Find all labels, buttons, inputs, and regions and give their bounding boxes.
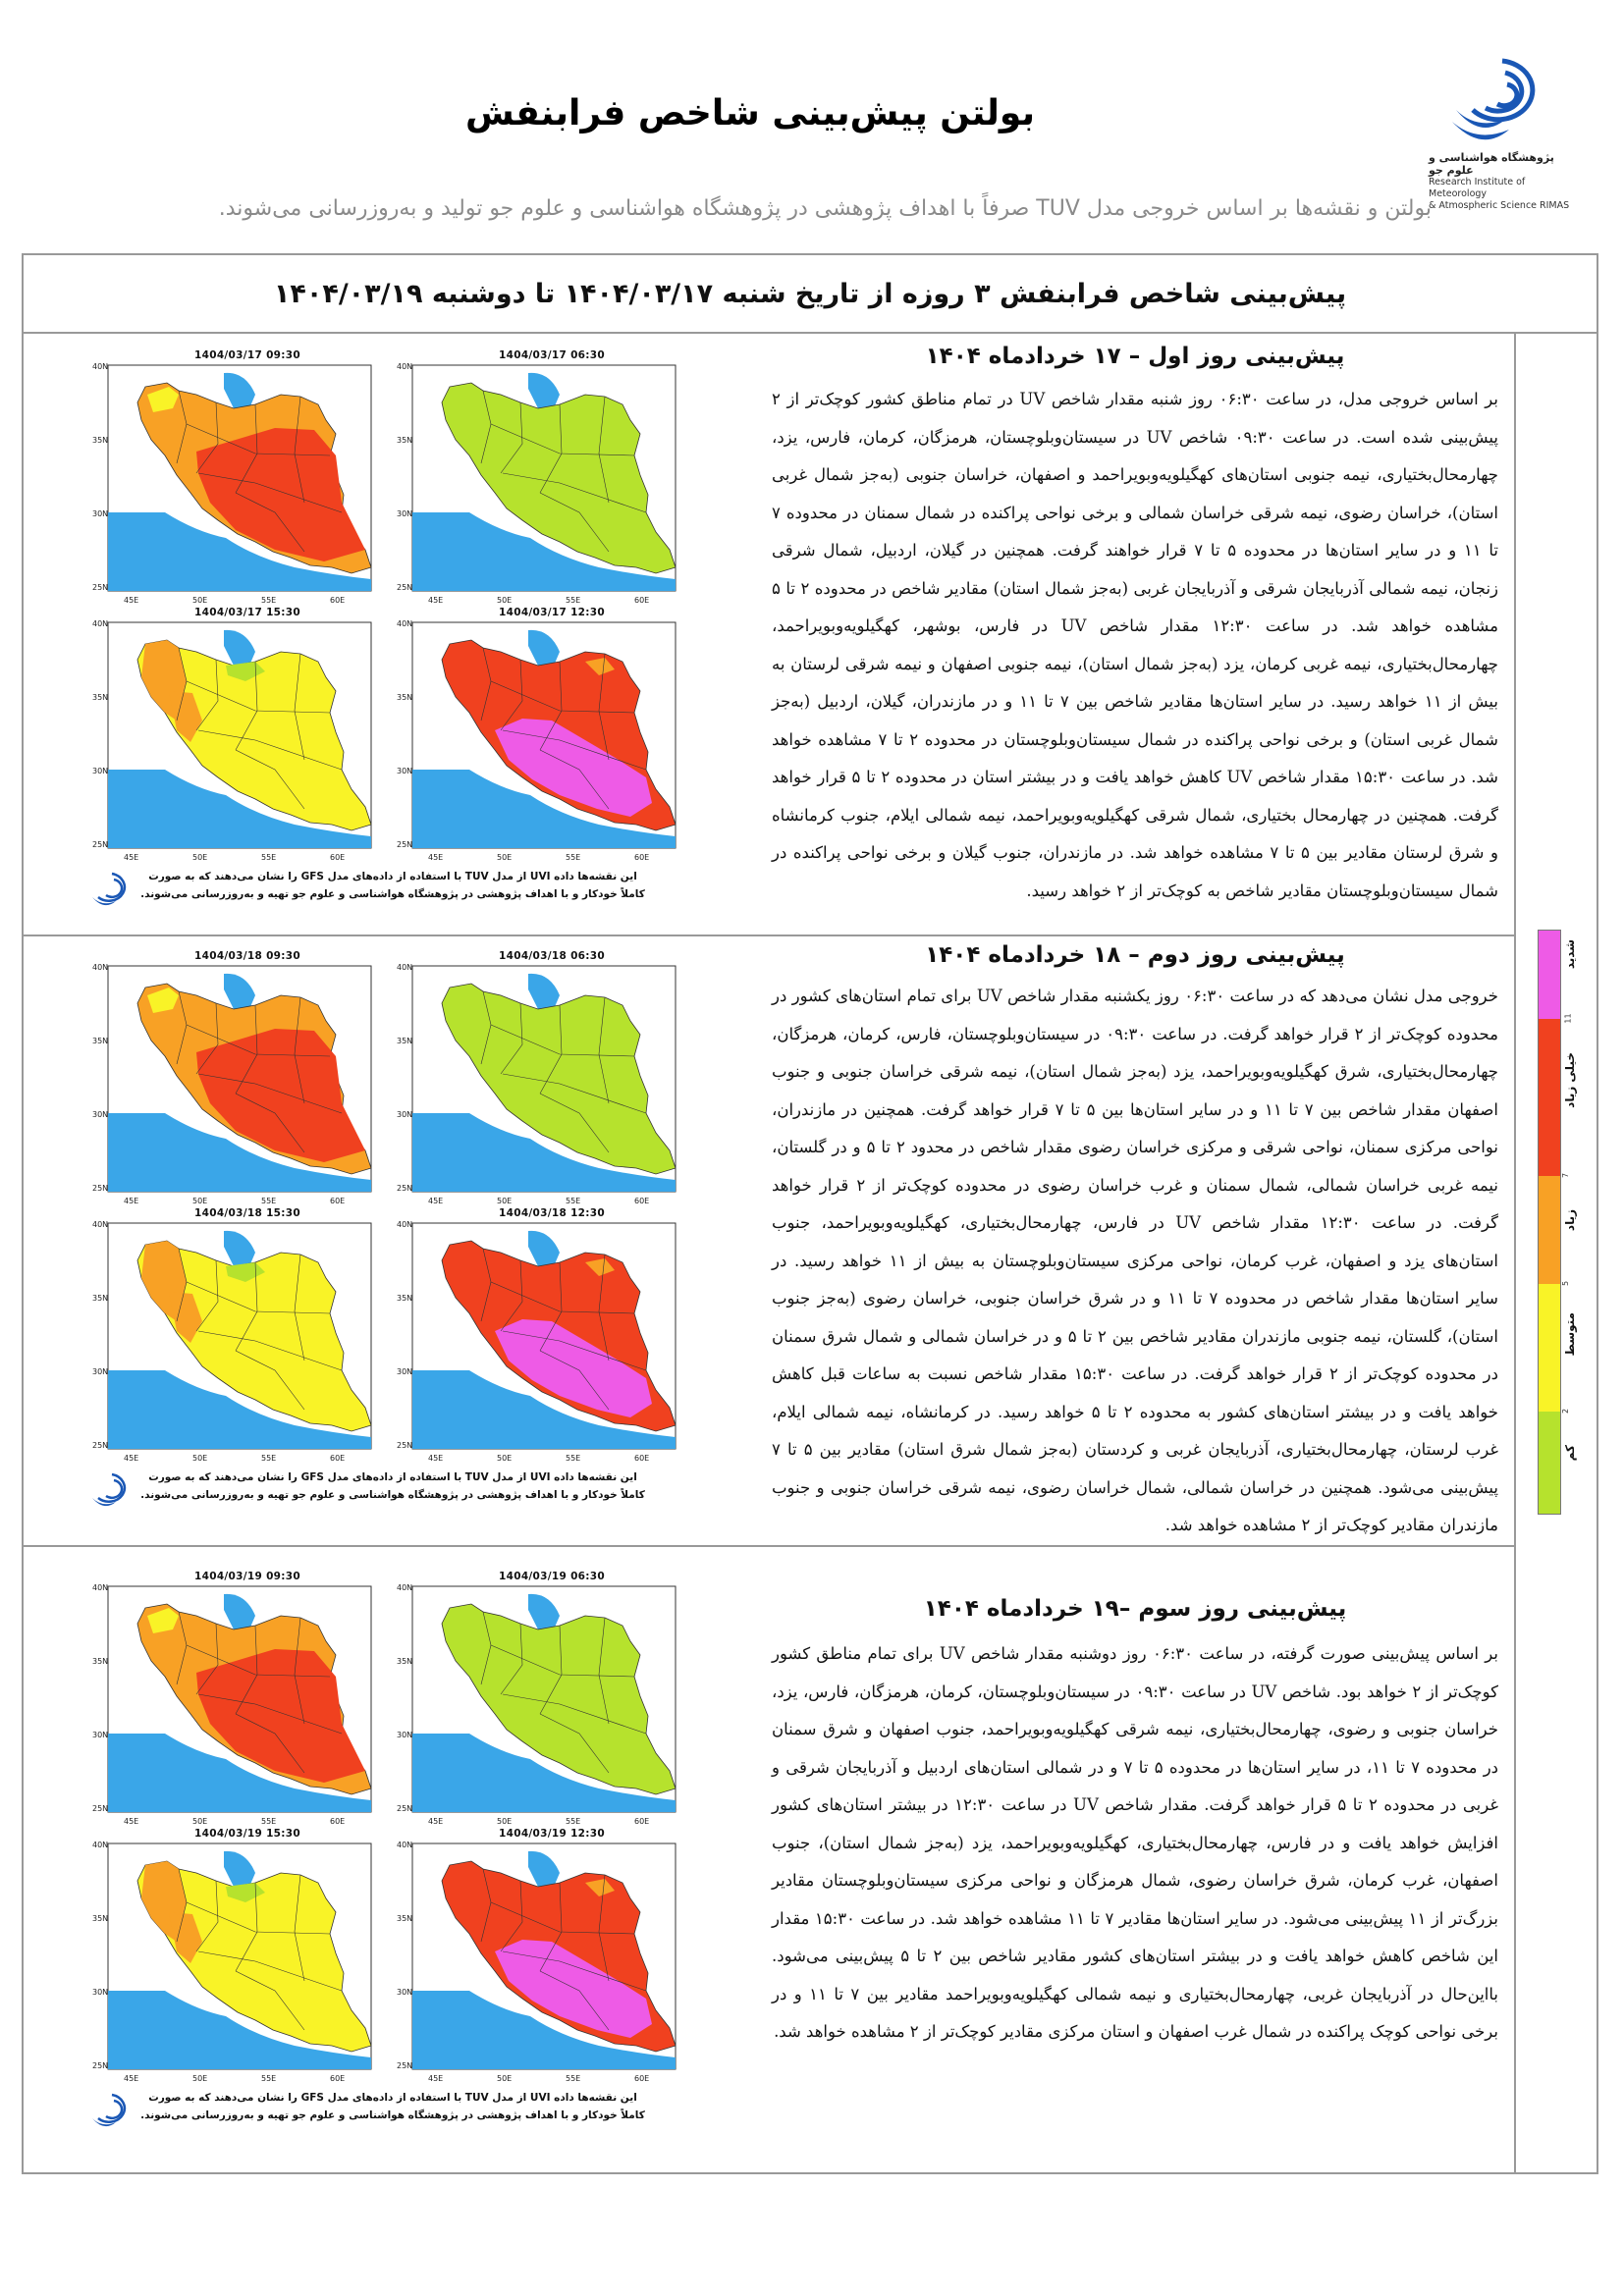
map-lon-label: 50E: [497, 1817, 513, 1826]
map-lat-label: 30N: [397, 1367, 413, 1376]
map-lon-label: 55E: [566, 1454, 581, 1463]
map-lon-label: 50E: [192, 1817, 208, 1826]
legend-tick-2: 2: [1561, 1408, 1571, 1415]
map-lat-label: 30N: [92, 509, 109, 518]
legend-label-high: زیاد: [1563, 1209, 1577, 1232]
legend-color-bar: [1538, 930, 1561, 1515]
logo-text-en-1: Research Institute of Meteorology: [1429, 177, 1526, 199]
map-footer-note: [88, 1468, 697, 1527]
map-lon-label: 60E: [330, 1817, 346, 1826]
day-1-text: بر اساس خروجی مدل، در ساعت ۰۶:۳۰ روز شنبه مقدار شاخص UV در تمام مناطق کشور کوچک‌تر از ۲ پیش‌بینی شده است. در ساعت ۰۹:۳۰ شاخص UV در سیستان‌وبلوچستان، هرمزگان، کرمان، فارس، یزد، چهارمحال‌بختیاری، نیمه جنوبی استان‌های کهگیلویه‌وبویراحمد و اصفهان، خراسان جنوبی (به‌جز شمال غربی استان)، خراسان رضوی، نیمه شرقی خراسان شمالی و برخی نواحی پراکنده در شمال سمنان در محدوده ۷ تا ۱۱ و در سایر استان‌ها در محدوده ۵ تا ۷ قرار خواهند گرفت. همچنین در گیلان، اردبیل، شمال شرقی زنجان، نیمه شمالی آذربایجان شرقی و آذربایجان غربی (به‌جز شمال استان) مقادیر شاخص در محدوده ۲ تا ۵ مشاهده خواهد شد. در ساعت ۱۲:۳۰ مقدار شاخص UV در فارس، بوشهر، کهگیلویه‌وبویراحمد، چهارمحال‌بختیاری، نیمه غربی کرمان، یزد (به‌جز شمال استان)، نیمه جنوبی اصفهان و نیمه شرقی لرستان به بیش از ۱۱ خواهد رسید. در سایر استان‌ها مقادیر شاخص بین ۷ تا ۱۱ و در مازندران، گیلان، اردبیل (به‌جز شمال غربی استان) و برخی نواحی پراکنده در شمال سیستان‌وبلوچستان در محدوده ۲ تا ۷ مشاهده خواهد شد. در ساعت ۱۵:۳۰ مقدار شاخص UV کاهش خواهد یافت و در بیشتر استان در محدوده ۲ تا ۵ قرار خواهد گرفت. همچنین در چهارمحال بختیاری، شمال شرقی کهگیلویه‌وبویراحمد، نیمه شمالی ایلام، جنوب کرمانشاه و شرق لرستان مقادیر بین ۵ تا ۷ مشاهده خواهد شد. در مازندران، جنوب گیلان و برخی نواحی پراکنده در شمال سیستان‌وبلوچستان مقادیر شاخص به کوچک‌تر از ۲ خواهد رسید.: [772, 390, 1499, 900]
uv-map-panel: [88, 1567, 383, 1832]
rimas-mini-logo-icon: [88, 1467, 135, 1514]
uv-map-panel: [88, 1824, 383, 2089]
map-lon-label: 45E: [428, 596, 444, 605]
map-lat-label: 40N: [92, 1841, 109, 1849]
uv-map-panel: [88, 603, 383, 868]
legend-column: [1514, 334, 1600, 2174]
map-lat-label: 40N: [397, 362, 413, 371]
day-2-heading: پیش‌بینی روز دوم – ۱۸ خردادماه ۱۴۰۴: [925, 942, 1345, 968]
uv-map: [88, 346, 383, 611]
legend-tick-11: 11: [1563, 1013, 1573, 1024]
map-lat-label: 30N: [397, 1731, 413, 1739]
map-lon-label: 60E: [330, 853, 346, 862]
map-lat-label: 30N: [92, 1367, 109, 1376]
day-3-heading: پیش‌بینی روز سوم –۱۹ خردادماه ۱۴۰۴: [923, 1596, 1347, 1622]
map-lat-label: 35N: [397, 1657, 413, 1666]
map-lat-label: 35N: [397, 436, 413, 445]
day-1-section: [24, 334, 1514, 936]
uv-map-panel: [393, 346, 687, 611]
day-3-maps: [59, 1567, 766, 2161]
legend-label-low: کم: [1563, 1445, 1577, 1462]
map-lon-label: 50E: [497, 853, 513, 862]
uv-map-panel: [88, 346, 383, 611]
map-timestamp: 1404/03/17 09:30: [194, 349, 300, 361]
map-lon-label: 60E: [330, 2074, 346, 2083]
map-lat-label: 35N: [92, 1037, 109, 1045]
map-lat-label: 35N: [92, 1294, 109, 1303]
map-footer-note: [88, 868, 697, 927]
map-lon-label: 50E: [192, 1454, 208, 1463]
map-lat-label: 30N: [397, 767, 413, 775]
map-lon-label: 55E: [261, 2074, 277, 2083]
map-lat-label: 40N: [92, 362, 109, 371]
map-lat-label: 25N: [397, 1441, 413, 1450]
map-lat-label: 35N: [92, 436, 109, 445]
legend-seg-very-high: [1539, 1019, 1560, 1176]
map-lon-label: 55E: [261, 1197, 277, 1205]
uv-map: [88, 1824, 383, 2089]
map-lon-label: 45E: [124, 2074, 139, 2083]
map-lon-label: 60E: [634, 2074, 650, 2083]
map-lon-label: 50E: [192, 1197, 208, 1205]
legend-seg-low: [1539, 1412, 1560, 1514]
map-lat-label: 35N: [397, 1294, 413, 1303]
map-lon-label: 60E: [634, 1197, 650, 1205]
map-lat-label: 40N: [92, 963, 109, 972]
map-lon-label: 60E: [634, 853, 650, 862]
forecast-main-title: پیش‌بینی شاخص فرابنفش ۳ روزه از تاریخ شنبه ۱۴۰۴/۰۳/۱۷ تا دوشنبه ۱۴۰۴/۰۳/۱۹: [24, 255, 1597, 334]
map-lat-label: 40N: [397, 1841, 413, 1849]
uv-map-panel: [393, 1203, 687, 1468]
day-2-maps: [59, 946, 766, 1540]
map-lat-label: 40N: [92, 1583, 109, 1592]
map-footer-note: [88, 2089, 697, 2148]
legend-label-very-high: خیلی زیاد: [1563, 1052, 1577, 1108]
map-footer-line-1: این نقشه‌ها داده UVI از مدل TUV با استفاده از داده‌های مدل GFS را نشان می‌دهند که به صورت: [148, 2092, 637, 2104]
map-footer-line-2: کاملاً خودکار و با اهداف پژوهشی در پژوهشگاه هواشناسی و علوم جو تهیه و به‌روزرسانی می‌شوند.: [140, 888, 645, 900]
map-timestamp: 1404/03/19 15:30: [194, 1828, 300, 1840]
map-footer-line-2: کاملاً خودکار و با اهداف پژوهشی در پژوهشگاه هواشناسی و علوم جو تهیه و به‌روزرسانی می‌شوند.: [140, 1489, 645, 1501]
map-lat-label: 25N: [92, 1804, 109, 1813]
uv-map-panel: [393, 1567, 687, 1832]
map-lat-label: 35N: [397, 1037, 413, 1045]
legend-seg-high: [1539, 1176, 1560, 1284]
map-lat-label: 25N: [92, 840, 109, 849]
map-lon-label: 55E: [261, 853, 277, 862]
map-lat-label: 25N: [92, 1441, 109, 1450]
legend-seg-extreme: [1539, 931, 1560, 1019]
legend-tick-7: 7: [1561, 1172, 1571, 1179]
map-lat-label: 30N: [92, 1988, 109, 1997]
uv-map: [88, 1567, 383, 1832]
map-lon-label: 45E: [428, 1454, 444, 1463]
uv-map: [393, 1203, 687, 1468]
map-lat-label: 30N: [397, 1110, 413, 1119]
uv-map-panel: [88, 1203, 383, 1468]
map-lon-label: 50E: [192, 853, 208, 862]
rimas-logo-icon: [1448, 41, 1556, 149]
map-lon-label: 45E: [428, 1197, 444, 1205]
map-lat-label: 35N: [92, 693, 109, 702]
map-lat-label: 25N: [92, 583, 109, 592]
uv-map: [393, 603, 687, 868]
day-3-section: [24, 1547, 1514, 2174]
map-timestamp: 1404/03/18 09:30: [194, 950, 300, 962]
uv-map-panel: [88, 946, 383, 1211]
map-lon-label: 55E: [261, 1817, 277, 1826]
map-lat-label: 35N: [397, 693, 413, 702]
uv-map: [393, 346, 687, 611]
uv-map: [88, 1203, 383, 1468]
day-1-maps: [59, 346, 766, 934]
uv-map-panel: [393, 1824, 687, 2089]
legend-tick-5: 5: [1561, 1280, 1571, 1287]
legend-label-moderate: متوسط: [1563, 1312, 1577, 1357]
map-footer-line-1: این نقشه‌ها داده UVI از مدل TUV با استفاده از داده‌های مدل GFS را نشان می‌دهند که به صورت: [148, 1471, 637, 1483]
uv-map: [393, 1824, 687, 2089]
map-lat-label: 25N: [397, 1804, 413, 1813]
uv-map: [393, 1567, 687, 1832]
map-lat-label: 30N: [92, 1731, 109, 1739]
map-lat-label: 35N: [397, 1914, 413, 1923]
map-lon-label: 50E: [497, 1454, 513, 1463]
map-lat-label: 25N: [397, 583, 413, 592]
map-lat-label: 25N: [397, 840, 413, 849]
map-lon-label: 60E: [330, 596, 346, 605]
rimas-logo: [1429, 41, 1576, 211]
legend-seg-moderate: [1539, 1284, 1560, 1412]
logo-text-fa: پژوهشگاه هواشناسی و علوم جو: [1429, 151, 1554, 177]
map-lat-label: 35N: [92, 1914, 109, 1923]
map-lat-label: 25N: [397, 1184, 413, 1193]
map-lon-label: 45E: [124, 596, 139, 605]
map-lon-label: 50E: [192, 2074, 208, 2083]
map-lat-label: 40N: [397, 1220, 413, 1229]
map-lon-label: 60E: [330, 1197, 346, 1205]
map-lon-label: 55E: [261, 596, 277, 605]
uv-map-panel: [393, 603, 687, 868]
map-lat-label: 40N: [92, 1220, 109, 1229]
rimas-mini-logo-icon: [88, 866, 135, 913]
map-timestamp: 1404/03/19 09:30: [194, 1571, 300, 1582]
map-lon-label: 55E: [261, 1454, 277, 1463]
bulletin-title: بولتن پیش‌بینی شاخص فرابنفش: [464, 93, 1035, 133]
map-lon-label: 60E: [634, 1817, 650, 1826]
uv-map-panel: [393, 946, 687, 1211]
map-lon-label: 50E: [497, 596, 513, 605]
map-lon-label: 60E: [330, 1454, 346, 1463]
map-lon-label: 45E: [428, 853, 444, 862]
uv-legend: [1538, 930, 1585, 1515]
map-timestamp: 1404/03/18 12:30: [499, 1207, 605, 1219]
legend-label-extreme: شدید: [1563, 939, 1577, 970]
map-timestamp: 1404/03/18 15:30: [194, 1207, 300, 1219]
bulletin-frame: [22, 253, 1598, 2174]
map-lat-label: 30N: [92, 767, 109, 775]
map-lat-label: 40N: [397, 963, 413, 972]
uv-map: [88, 946, 383, 1211]
uv-map: [393, 946, 687, 1211]
map-lat-label: 40N: [397, 1583, 413, 1592]
map-lon-label: 55E: [566, 1817, 581, 1826]
map-lat-label: 30N: [397, 509, 413, 518]
map-footer-line-1: این نقشه‌ها داده UVI از مدل TUV با استفاده از داده‌های مدل GFS را نشان می‌دهند که به صورت: [148, 871, 637, 882]
map-lon-label: 45E: [124, 853, 139, 862]
map-lon-label: 45E: [428, 2074, 444, 2083]
map-footer-line-2: کاملاً خودکار و با اهداف پژوهشی در پژوهشگاه هواشناسی و علوم جو تهیه و به‌روزرسانی می‌شوند.: [140, 2109, 645, 2121]
map-lon-label: 50E: [497, 1197, 513, 1205]
map-lat-label: 25N: [92, 2061, 109, 2070]
map-lon-label: 55E: [566, 1197, 581, 1205]
map-lon-label: 45E: [124, 1197, 139, 1205]
map-timestamp: 1404/03/17 06:30: [499, 349, 605, 361]
map-lat-label: 25N: [397, 2061, 413, 2070]
map-lat-label: 25N: [92, 1184, 109, 1193]
map-lon-label: 50E: [192, 596, 208, 605]
day-1-heading: پیش‌بینی روز اول – ۱۷ خردادماه ۱۴۰۴: [925, 344, 1345, 369]
bulletin-subtitle: بولتن و نقشه‌ها بر اساس خروجی مدل TUV صرفاً با اهداف پژوهشی در پژوهشگاه هواشناسی و علوم جو تولید و به‌روزرسانی می‌شوند.: [218, 196, 1432, 221]
map-lon-label: 60E: [634, 596, 650, 605]
map-lat-label: 40N: [397, 619, 413, 628]
rimas-mini-logo-icon: [88, 2087, 135, 2134]
map-lon-label: 55E: [566, 596, 581, 605]
map-lat-label: 40N: [92, 619, 109, 628]
uv-map: [88, 603, 383, 868]
map-lon-label: 45E: [124, 1817, 139, 1826]
map-lon-label: 45E: [124, 1454, 139, 1463]
map-lat-label: 30N: [397, 1988, 413, 1997]
logo-text-en-2: & Atmospheric Science RIMAS: [1429, 200, 1570, 211]
map-lat-label: 30N: [92, 1110, 109, 1119]
map-lon-label: 55E: [566, 2074, 581, 2083]
map-timestamp: 1404/03/18 06:30: [499, 950, 605, 962]
map-timestamp: 1404/03/17 15:30: [194, 607, 300, 618]
day-2-text: خروجی مدل نشان می‌دهد که در ساعت ۰۶:۳۰ روز یکشنبه مقدار شاخص UV برای تمام استان‌های کشور در محدوده کوچک‌تر از ۲ قرار خواهد گرفت. در ساعت ۰۹:۳۰ در سیستان‌وبلوچستان، فارس، کرمان، هرمزگان، چهارمحال‌بختیاری، شرق کهگیلویه‌وبویراحمد، یزد (به‌جز شمال استان)، نیمه شرقی خراسان جنوبی و جنوب اصفهان مقدار شاخص بین ۷ تا ۱۱ و در سایر استان‌ها بین ۵ تا ۷ قرار خواهد گرفت. همچنین در مازندران، نواحی مرکزی سمنان، نواحی شرقی و مرکزی خراسان رضوی مقدار شاخص در محدود ۲ تا ۵ و در گلستان، نیمه غربی خراسان شمالی، شمال سمنان و غرب خراسان رضوی در محدوده کوچک‌تر از ۲ قرار خواهد گرفت. در ساعت ۱۲:۳۰ مقدار شاخص UV در فارس، چهارمحال‌بختیاری، کهگیلویه‌وبویراحمد، جنوب استان‌های یزد و اصفهان، غرب کرمان، نواحی مرکزی سیستان‌وبلوچستان به بیش از ۱۱ خواهد رسید. در سایر استان‌ها مقدار شاخص در محدوده ۷ تا ۱۱ و در شرق خراسان جنوبی، خراسان رضوی (به‌جز جنوب استان)، گلستان، نیمه جنوبی مازندران مقادیر شاخص بین ۲ تا ۵ و در خراسان شمالی و شمال شرق سمنان در محدوده کوچک‌تر از ۲ قرار خواهد گرفت. در ساعت ۱۵:۳۰ مقدار شاخص نسبت به ساعات قبل کاهش خواهد یافت و در بیشتر استان‌های کشور به محدوده ۲ تا ۵ خواهد رسید. در کرمانشاه، نیمه شمالی ایلام، غرب لرستان، چهارمحال‌بختیاری، آذربایجان غربی و کردستان (به‌جز شمال شرق استان) مقادیر بین ۵ تا ۷ پیش‌بینی می‌شود. همچنین در خراسان شمالی، شمال خراسان رضوی، نیمه شرقی خراسان جنوبی و جنوب مازندران مقادیر کوچک‌تر از ۲ مشاهده خواهد شد.: [772, 987, 1499, 1534]
map-lat-label: 35N: [92, 1657, 109, 1666]
day-2-section: [24, 936, 1514, 1547]
day-3-text: بر اساس پیش‌بینی صورت گرفته، در ساعت ۰۶:۳۰ روز دوشنبه مقدار شاخص UV برای تمام مناطق کشور کوچک‌تر از ۲ خواهد بود. شاخص UV در ساعت ۰۹:۳۰ در سیستان‌وبلوچستان، کرمان، هرمزگان، فارس، یزد، خراسان جنوبی و رضوی، چهارمحال‌بختیاری، نیمه شرقی کهگیلویه‌وبویراحمد، جنوب اصفهان و شرق سمنان در محدوده ۷ تا ۱۱، در سایر استان‌ها در محدوده ۵ تا ۷ و در شمالی استان‌های اردبیل و آذربایجان شرقی و غربی در محدوده ۲ تا ۵ قرار خواهد گرفت. مقدار شاخص UV در ساعت ۱۲:۳۰ در بیشتر استان‌های کشور افزایش خواهد یافت و در فارس، چهارمحال‌بختیاری، کهگیلویه‌وبویراحمد، یزد (به‌جز شمال استان)، جنوب اصفهان، غرب کرمان، شرق خراسان رضوی، شمال هرمزگان و نواحی مرکزی سیستان‌وبلوچستان مقادیر بزرگ‌تر از ۱۱ پیش‌بینی می‌شود. در سایر استان‌ها مقادیر ۷ تا ۱۱ مشاهده خواهد شد. در ساعت ۱۵:۳۰ مقدار این شاخص کاهش خواهد یافت و در بیشتر استان‌های کشور مقادیر شاخص بین ۲ تا ۵ پیش‌بینی می‌شود. بااین‌حال در آذربایجان غربی، چهارمحال‌بختیاری و نیمه شمالی کهگیلویه‌وبویراحمد مقادیر بین ۷ تا ۱۱ و در برخی نواحی کوچک پراکنده در شمال غرب اصفهان و استان مرکزی مقادیر کوچک‌تر از ۲ مشاهده خواهد شد.: [772, 1644, 1499, 2041]
map-lon-label: 45E: [428, 1817, 444, 1826]
map-timestamp: 1404/03/19 12:30: [499, 1828, 605, 1840]
map-timestamp: 1404/03/19 06:30: [499, 1571, 605, 1582]
map-lon-label: 60E: [634, 1454, 650, 1463]
page-header: [0, 0, 1624, 255]
map-lon-label: 50E: [497, 2074, 513, 2083]
map-timestamp: 1404/03/17 12:30: [499, 607, 605, 618]
map-lon-label: 55E: [566, 853, 581, 862]
